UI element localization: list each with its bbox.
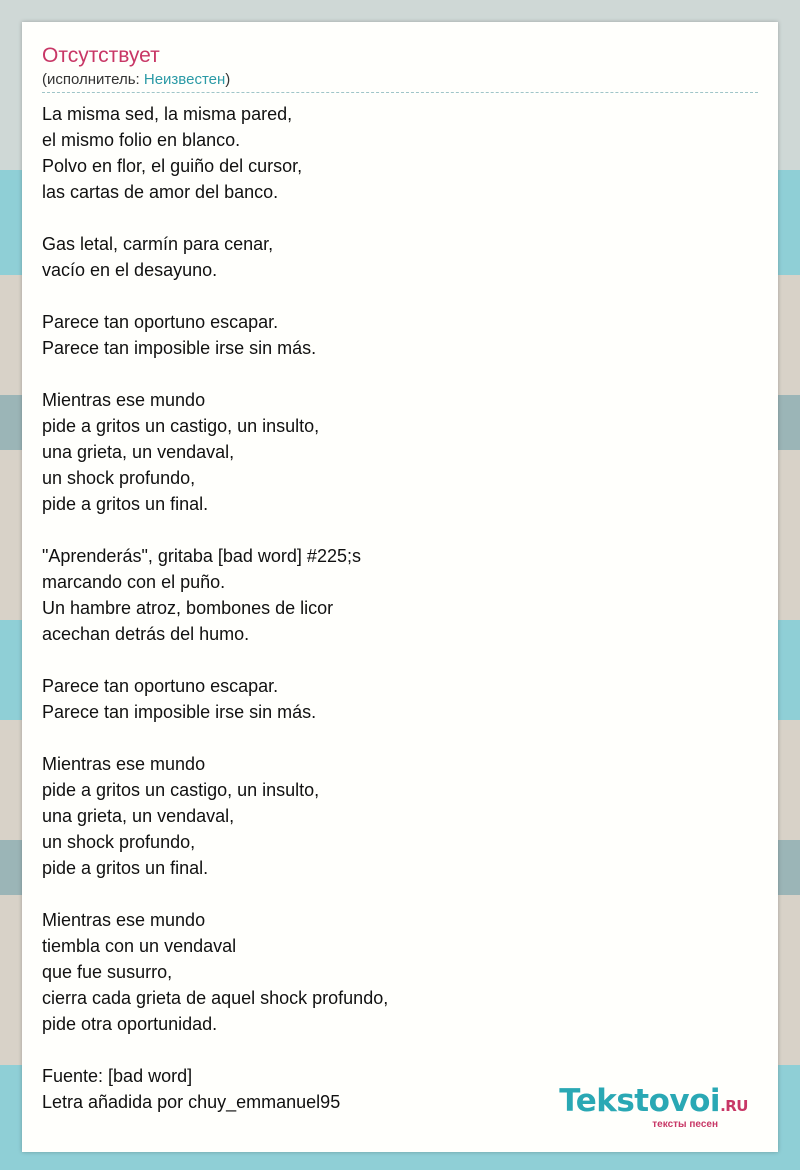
site-logo[interactable] (559, 1084, 748, 1130)
lyric-line (42, 647, 758, 673)
lyric-line: una grieta, un vendaval, (42, 442, 235, 462)
lyric-line: Parece tan imposible irse sin más. (42, 702, 317, 722)
lyric-line: "Aprenderás", gritaba [bad word] #225;s (42, 546, 361, 566)
lyric-line (42, 881, 758, 907)
song-title: Отсутствует (42, 44, 160, 67)
lyric-line: pide otra oportunidad. (42, 1014, 218, 1034)
lyric-line: pide a gritos un castigo, un insulto, (42, 416, 320, 436)
lyric-line: tiembla con un vendaval (42, 936, 237, 956)
lyric-line: Mientras ese mundo (42, 754, 206, 774)
lyric-line: Parece tan oportuno escapar. (42, 676, 279, 696)
lyric-line (42, 725, 758, 751)
lyrics-text (42, 101, 758, 1115)
lyric-line: Parece tan imposible irse sin más. (42, 338, 317, 358)
lyric-line: las cartas de amor del banco. (42, 182, 279, 202)
lyric-line (42, 205, 758, 231)
lyric-line: pide a gritos un final. (42, 858, 209, 878)
artist-line (42, 70, 758, 93)
artist-link[interactable]: Неизвестен (143, 71, 226, 88)
lyric-line: Letra añadida por chuy_emmanuel95 (42, 1092, 341, 1112)
lyric-line: Polvo en flor, el guiño del cursor, (42, 156, 303, 176)
lyric-line: un shock profundo, (42, 832, 196, 852)
lyric-line: que fue susurro, (42, 962, 173, 982)
lyric-line: cierra cada grieta de aquel shock profundo, (42, 988, 389, 1008)
lyric-line: pide a gritos un final. (42, 494, 209, 514)
lyric-line: Un hambre atroz, bombones de licor (42, 598, 334, 618)
lyric-line: Mientras ese mundo (42, 390, 206, 410)
artist-suffix: ) (225, 71, 231, 88)
lyric-line: vacío en el desayuno. (42, 260, 218, 280)
lyric-line (42, 283, 758, 309)
lyric-line: Fuente: [bad word] (42, 1066, 193, 1086)
lyrics-card (22, 22, 778, 1152)
lyric-line (42, 1037, 758, 1063)
lyric-line: el mismo folio en blanco. (42, 130, 241, 150)
lyric-line (42, 361, 758, 387)
lyric-line (42, 517, 758, 543)
lyric-line: marcando con el puño. (42, 572, 226, 592)
logo-tld: .RU (720, 1097, 748, 1115)
lyric-line: un shock profundo, (42, 468, 196, 488)
lyric-line: una grieta, un vendaval, (42, 806, 235, 826)
lyric-line: pide a gritos un castigo, un insulto, (42, 780, 320, 800)
logo-tagline: тексты песен (652, 1119, 718, 1130)
lyric-line: Gas letal, carmín para cenar, (42, 234, 274, 254)
lyric-line: Mientras ese mundo (42, 910, 206, 930)
logo-name: Tekstovoi (559, 1083, 721, 1119)
lyric-line: Parece tan oportuno escapar. (42, 312, 279, 332)
lyric-line: La misma sed, la misma pared, (42, 104, 293, 124)
lyric-line: acechan detrás del humo. (42, 624, 250, 644)
artist-prefix: (исполнитель: (42, 71, 144, 88)
